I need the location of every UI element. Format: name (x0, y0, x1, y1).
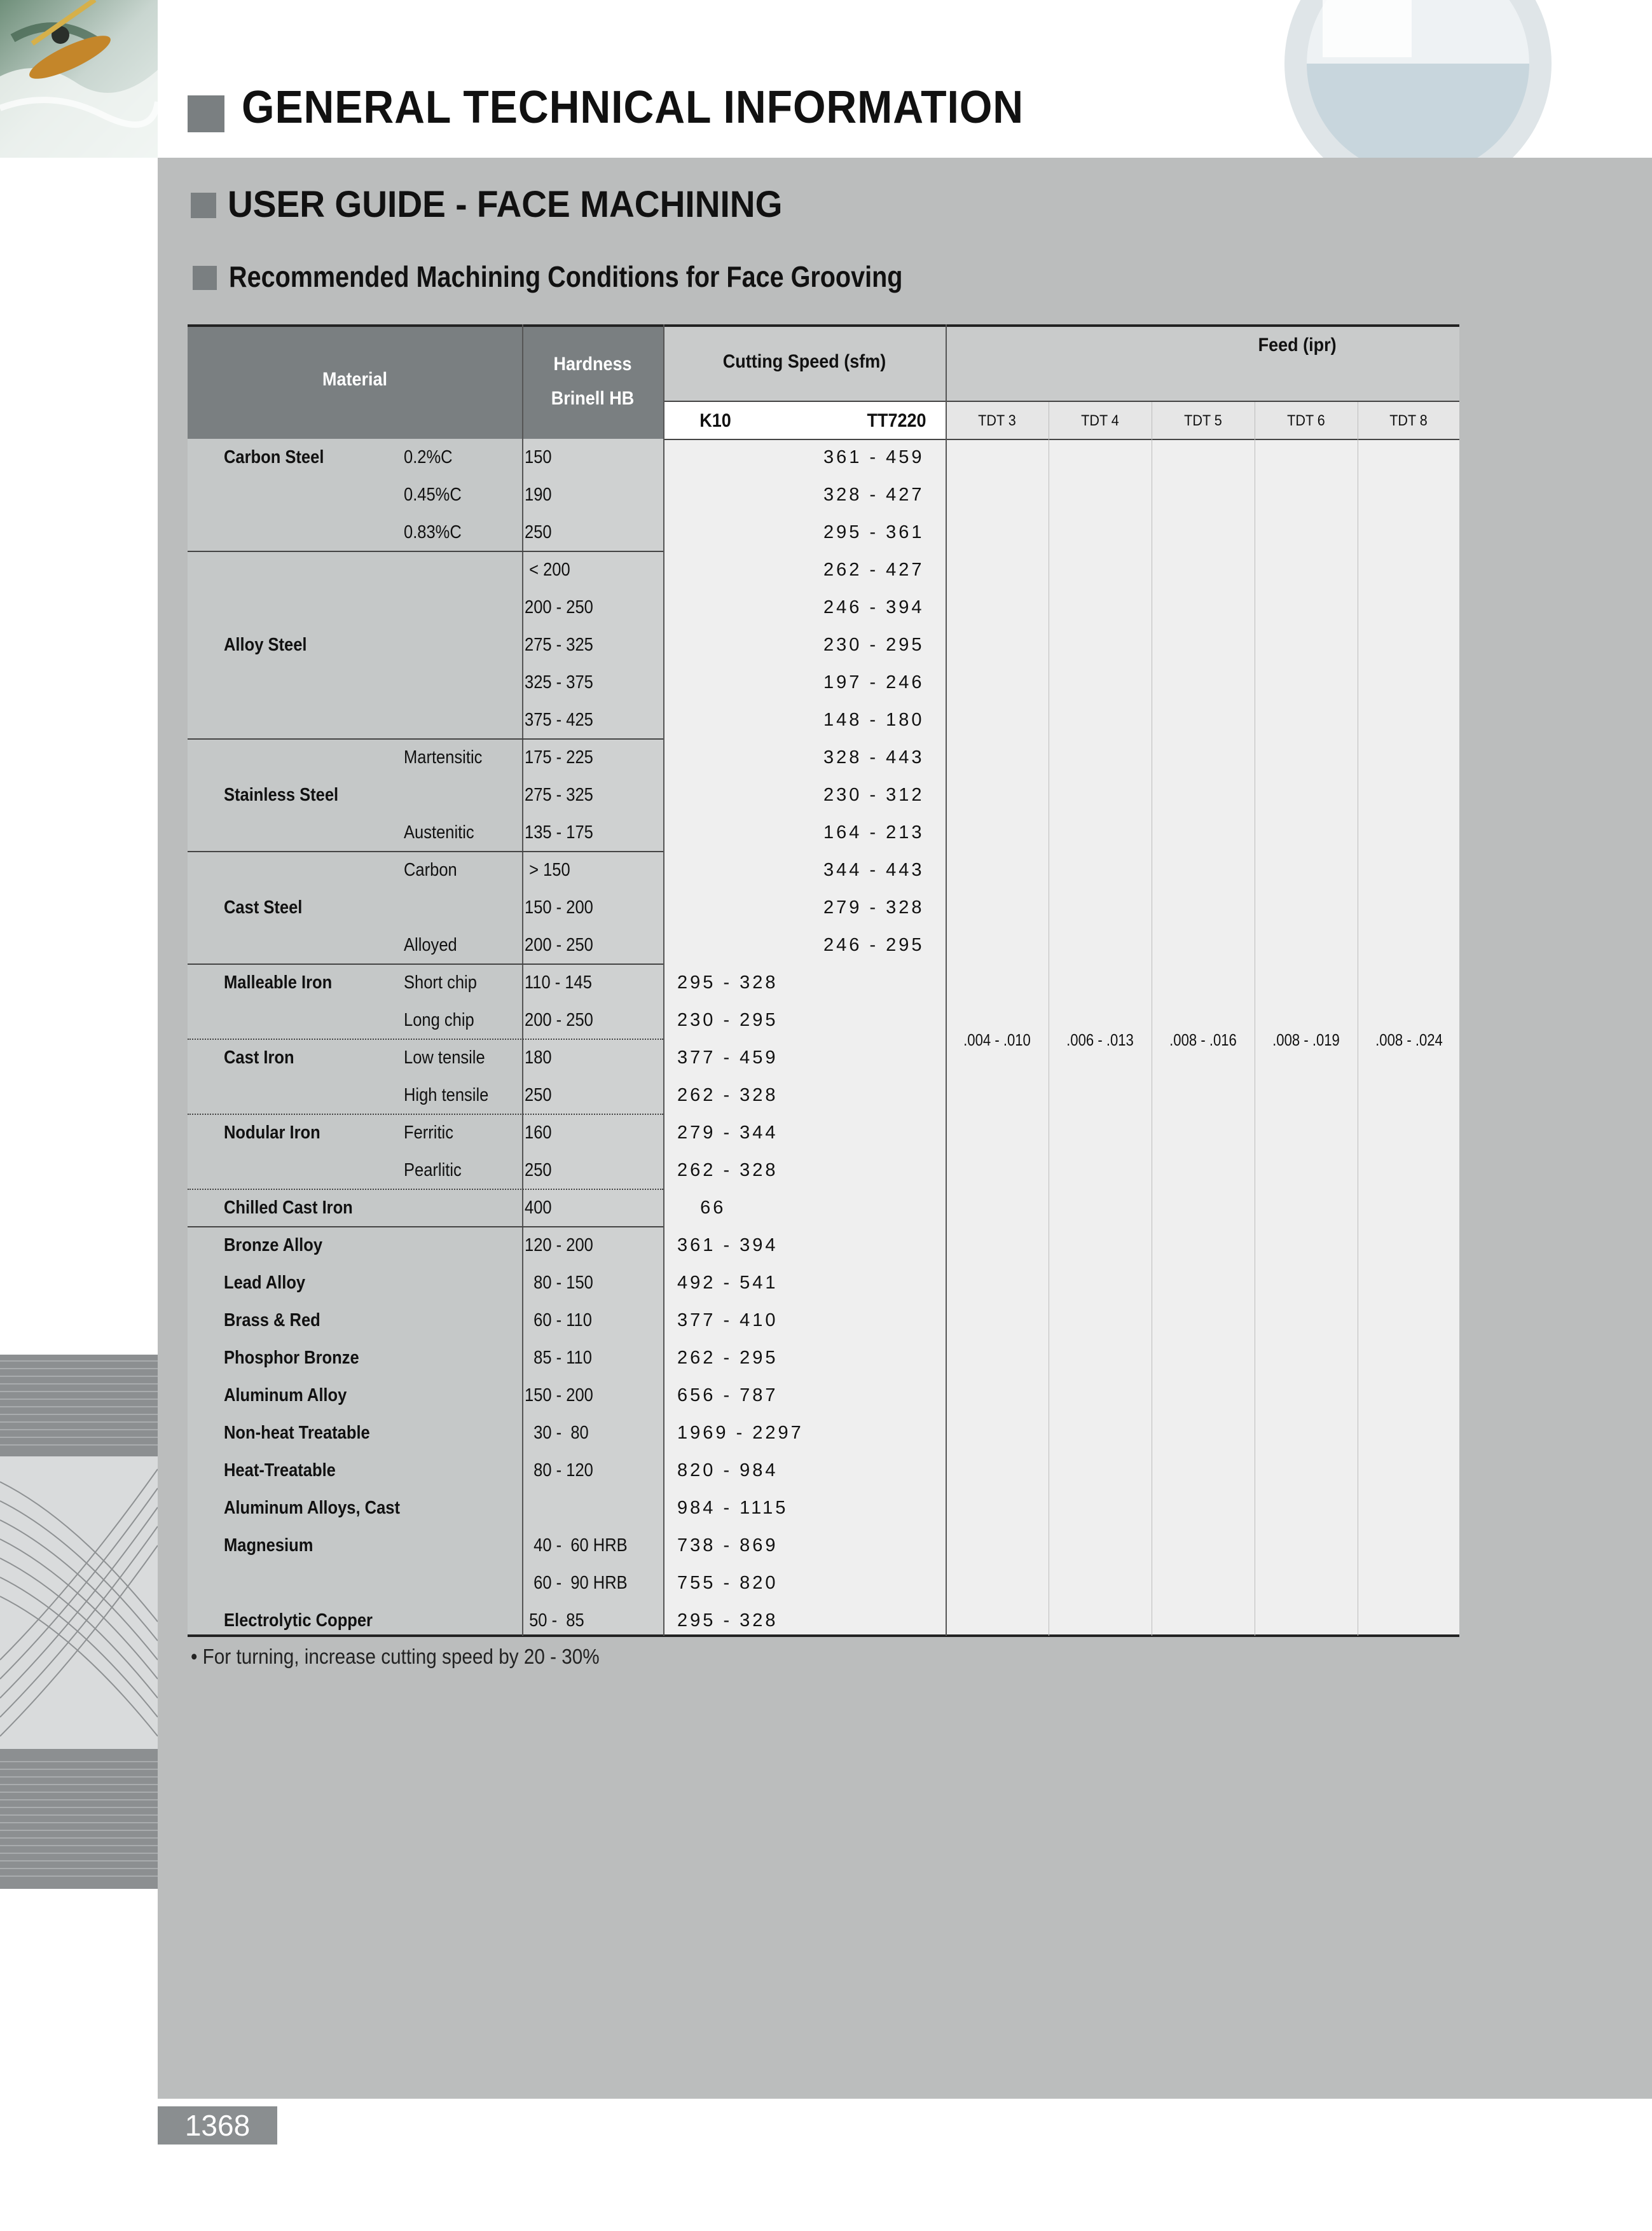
hardness-cell: 250 (525, 1160, 552, 1180)
hardness-cell: 250 (525, 1085, 552, 1105)
k10-speed-cell: 66 (677, 1198, 726, 1218)
hardness-cell: < 200 (525, 560, 570, 580)
material-cell: Aluminum Alloys, Cast (224, 1498, 400, 1518)
section-accent-square (191, 193, 216, 218)
k10-speed-cell: 738 - 869 (677, 1535, 778, 1556)
tt7220-speed-cell: 344 - 443 (823, 860, 925, 880)
hardness-cell: 150 (525, 447, 552, 467)
k10-speed-cell: 755 - 820 (677, 1573, 778, 1593)
tt7220-speed-cell: 279 - 328 (823, 897, 925, 918)
tt7220-speed-cell: 246 - 394 (823, 597, 925, 618)
hardness-cell: > 150 (525, 860, 570, 880)
hardness-cell: 180 (525, 1047, 552, 1068)
material-cell: Magnesium (224, 1535, 313, 1556)
hardness-cell: 60 - 110 (525, 1310, 592, 1330)
tt7220-speed-cell: 295 - 361 (823, 522, 925, 542)
table-row (188, 1564, 946, 1602)
feed-tdt8: .008 - .024 (1375, 1030, 1443, 1049)
material-cell: Lead Alloy (224, 1273, 306, 1293)
hardness-cell: 50 - 85 (525, 1610, 584, 1631)
hardness-cell: 85 - 110 (525, 1348, 592, 1368)
material-cell: Electrolytic Copper (224, 1610, 373, 1631)
subsection-accent-square (193, 266, 217, 290)
header-accent-square (188, 95, 224, 132)
k10-speed-cell: 377 - 459 (677, 1047, 778, 1068)
k10-speed-cell: 262 - 328 (677, 1085, 778, 1105)
material-cell: Heat-Treatable (224, 1460, 336, 1481)
feed-tdt5: .008 - .016 (1169, 1030, 1237, 1049)
table-row (188, 1414, 946, 1452)
table-row (188, 927, 946, 964)
hardness-cell: 275 - 325 (525, 635, 593, 655)
material-cell: Carbon Steel (224, 447, 324, 467)
hardness-cell: 400 (525, 1198, 552, 1218)
hardness-cell: 250 (525, 522, 552, 542)
tt7220-speed-cell: 230 - 295 (823, 635, 925, 655)
header-hardness-line1: Hardness (553, 354, 632, 375)
k10-speed-cell: 262 - 328 (677, 1160, 778, 1180)
material-cell: Brass & Red (224, 1310, 320, 1330)
tt7220-speed-cell: 262 - 427 (823, 560, 925, 580)
k10-speed-cell: 361 - 394 (677, 1235, 778, 1255)
table-row (188, 589, 946, 626)
tt7220-speed-cell: 164 - 213 (823, 822, 925, 843)
table-row (188, 701, 946, 739)
table-row (188, 1302, 946, 1339)
k10-speed-cell: 230 - 295 (677, 1010, 778, 1030)
table-row (188, 1114, 946, 1152)
material-subtype-cell: Pearlitic (404, 1160, 462, 1180)
hardness-cell: 275 - 325 (525, 785, 593, 805)
material-cell: Cast Iron (224, 1047, 294, 1068)
hardness-header-bg (522, 324, 663, 439)
table-top-rule (188, 324, 1459, 327)
material-subtype-cell: 0.83%C (404, 522, 462, 542)
material-cell: Nodular Iron (224, 1122, 320, 1143)
subsection-title: Recommended Machining Conditions for Face Grooving (229, 260, 903, 293)
material-cell: Aluminum Alloy (224, 1385, 347, 1406)
hardness-cell: 110 - 145 (525, 972, 592, 993)
material-cell: Bronze Alloy (224, 1235, 323, 1255)
table-row (188, 514, 946, 551)
feed-tdt4: .006 - .013 (1066, 1030, 1134, 1049)
hardness-cell: 375 - 425 (525, 710, 593, 730)
k10-speed-cell: 656 - 787 (677, 1385, 778, 1406)
header-feed-label: Feed (ipr) (1258, 335, 1337, 356)
hardness-cell: 80 - 120 (525, 1460, 593, 1481)
material-cell: Phosphor Bronze (224, 1348, 359, 1368)
material-cell: Cast Steel (224, 897, 303, 918)
header-tdt8: TDT 8 (1389, 412, 1428, 429)
hardness-cell: 325 - 375 (525, 672, 593, 693)
table-row (188, 1189, 946, 1227)
machining-conditions-table (188, 324, 1459, 1638)
material-subtype-cell: Ferritic (404, 1122, 453, 1143)
hardness-cell: 150 - 200 (525, 897, 593, 918)
material-subtype-cell: Short chip (404, 972, 477, 993)
table-row (188, 1264, 946, 1302)
k10-speed-cell: 1969 - 2297 (677, 1423, 804, 1443)
k10-speed-cell: 984 - 1115 (677, 1498, 788, 1518)
hardness-cell: 30 - 80 (525, 1423, 589, 1443)
hardness-cell: 200 - 250 (525, 935, 593, 955)
tt7220-speed-cell: 246 - 295 (823, 935, 925, 955)
material-subtype-cell: Carbon (404, 860, 457, 880)
page-number: 1368 (184, 2109, 251, 2142)
table-row (188, 1002, 946, 1039)
tt7220-speed-cell: 328 - 443 (823, 747, 925, 768)
table-row (188, 476, 946, 514)
table-row (188, 889, 946, 927)
material-cell: Stainless Steel (224, 785, 339, 805)
material-subtype-cell: Low tensile (404, 1047, 485, 1068)
table-row (188, 739, 946, 777)
hardness-cell: 200 - 250 (525, 597, 593, 618)
header-hardness-line2: Brinell HB (551, 388, 635, 409)
header-tdt5: TDT 5 (1184, 412, 1222, 429)
header-tdt3: TDT 3 (978, 412, 1016, 429)
table-row (188, 1602, 946, 1640)
table-row (188, 1527, 946, 1564)
k10-speed-cell: 820 - 984 (677, 1460, 778, 1481)
decorative-waves (0, 1355, 158, 1889)
k10-speed-cell: 262 - 295 (677, 1348, 778, 1368)
table-row (188, 626, 946, 664)
kayak-photo (0, 0, 158, 158)
material-subtype-cell: Long chip (404, 1010, 474, 1030)
table-row (188, 1339, 946, 1377)
tt7220-speed-cell: 328 - 427 (823, 485, 925, 505)
table-row (188, 777, 946, 814)
table-body (188, 439, 946, 1634)
hardness-cell: 190 (525, 485, 552, 505)
k10-speed-cell: 377 - 410 (677, 1310, 778, 1330)
material-subtype-cell: Alloyed (404, 935, 457, 955)
footnote: • For turning, increase cutting speed by 20 - 30% (191, 1645, 600, 1668)
material-cell: Non-heat Treatable (224, 1423, 370, 1443)
table-row (188, 1452, 946, 1489)
material-subtype-cell: Austenitic (404, 822, 474, 843)
header-tt7220: TT7220 (867, 410, 926, 431)
hardness-cell: 150 - 200 (525, 1385, 593, 1406)
header-mid-rule (663, 401, 1459, 402)
decorative-circle (1272, 0, 1564, 165)
header-feed (971, 335, 1433, 356)
page-title: GENERAL TECHNICAL INFORMATION (242, 82, 1024, 133)
header-material: Material (322, 369, 388, 390)
material-subtype-cell: Martensitic (404, 747, 483, 768)
table-row (188, 814, 946, 852)
section-title: USER GUIDE - FACE MACHINING (228, 184, 783, 225)
hardness-cell: 160 (525, 1122, 552, 1143)
tt7220-speed-cell: 230 - 312 (823, 785, 925, 805)
feed-tdt3: .004 - .010 (963, 1030, 1031, 1049)
table-row (188, 439, 946, 476)
table-row (188, 1377, 946, 1414)
table-row (188, 1489, 946, 1527)
header-cutting-speed: Cutting Speed (sfm) (722, 351, 886, 372)
tt7220-speed-cell: 361 - 459 (823, 447, 925, 467)
material-cell: Alloy Steel (224, 635, 307, 655)
hardness-cell: 135 - 175 (525, 822, 593, 843)
material-subtype-cell: High tensile (404, 1085, 489, 1105)
material-subtype-cell: 0.45%C (404, 485, 462, 505)
material-cell: Malleable Iron (224, 972, 333, 993)
feed-tdt6: .008 - .019 (1272, 1030, 1340, 1049)
hardness-cell: 80 - 150 (525, 1273, 593, 1293)
table-row (188, 1152, 946, 1189)
col-divider (946, 324, 947, 1636)
table-row (188, 964, 946, 1002)
header-tdt4: TDT 4 (1081, 412, 1119, 429)
hardness-cell: 60 - 90 HRB (525, 1573, 628, 1593)
tt7220-speed-cell: 197 - 246 (823, 672, 925, 693)
k10-speed-cell: 295 - 328 (677, 1610, 778, 1631)
hardness-cell: 40 - 60 HRB (525, 1535, 628, 1556)
table-row (188, 1227, 946, 1264)
k10-speed-cell: 295 - 328 (677, 972, 778, 993)
hardness-cell: 175 - 225 (525, 747, 593, 768)
k10-speed-cell: 279 - 344 (677, 1122, 778, 1143)
table-row (188, 1039, 946, 1077)
table-row (188, 852, 946, 889)
header-tdt6: TDT 6 (1287, 412, 1325, 429)
hardness-cell: 200 - 250 (525, 1010, 593, 1030)
material-cell: Chilled Cast Iron (224, 1198, 353, 1218)
header-k10: K10 (699, 410, 731, 431)
hardness-cell: 120 - 200 (525, 1235, 593, 1255)
k10-speed-cell: 492 - 541 (677, 1273, 778, 1293)
table-row (188, 551, 946, 589)
tt7220-speed-cell: 148 - 180 (823, 710, 925, 730)
material-subtype-cell: 0.2%C (404, 447, 453, 467)
table-row (188, 1077, 946, 1114)
table-row (188, 664, 946, 701)
